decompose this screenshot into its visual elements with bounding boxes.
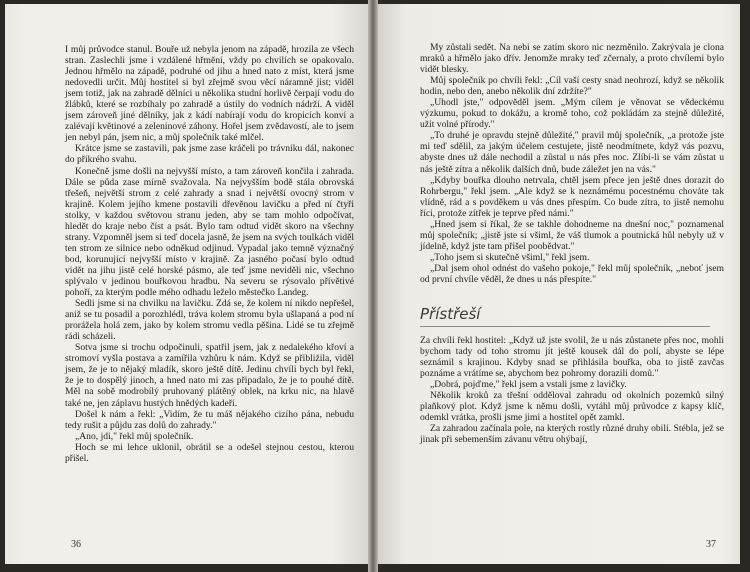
paragraph: Sedli jsme si na chvilku na lavičku. Zdá se, že kolem ní nikdo nepřešel, aniž se tu posadil a porozhlédl, tráva kolem stromu byla ušlapaná a pod ní prorážela holá zem, jako by kolem stromu vedla pěšina. Lidé se tu zřejmě rádi scházeli. bbox=[65, 298, 354, 343]
paragraph: „Kdyby bouřka dlouho netrvala, chtěl jsem přece jen ještě dnes dorazit do Rohrbergu," řekl jsem. „Ale když se k neznámému pocestnému chováte tak vlídně, rád a s povděkem u vás dnes přespím. Co bude zítra, to jistě nemohu říci, protože zítřek je teprve před námi." bbox=[420, 174, 724, 219]
paragraph: „Uhodl jste," odpověděl jsem. „Mým cílem je věnovat se vědeckému výzkumu, pokud to dokážu, a kromě toho, což pokládám za stejně důležité, užít volné přírody." bbox=[420, 97, 724, 131]
left-page bbox=[5, 4, 368, 564]
right-page bbox=[378, 4, 740, 564]
paragraph: Za zahradou začínala pole, na kterých rostly různé druhy obilí. Stébla, jež se jinak při sebemenším závanu větru ohýbají, bbox=[420, 423, 724, 446]
paragraph: Konečně jsme došli na nejvyšší místo, a tam zároveň končila i zahrada. Dále se půda zase mírně svažovala. Na nejvyšším bodě stála obrovská třešeň, největší strom z celé zahrady a snad i největší ovocný strom v krajině. Kolem jejího kmene postavili dřevěnou lavičku a před ní čtyři stolky, v každou světovou stranu jeden, aby se tam mohlo odpočívat, hledět do kraje nebo číst a psát. Bylo tam odtud vidět skoro na všechny strany. Vzpomněl jsem si teď docela jasně, že jsem na svých toulkách viděl ten strom ze silnice nebo odněkud odjinud. Vypadal jako temně význačný bod, korunující nejvyšší místo v krajině. Za jasného počasí bylo odtud vidět na jihu jistě celé horské pásmo, ale teď jsme neviděli nic, všechno splývalo v jedinou bouřkovou hradbu. Na severu se rýsovalo přívětivé pohoří, za kterým podle mého odhadu leželo městečko Landeg. bbox=[65, 165, 354, 299]
paragraph: „Toho jsem si skutečně všiml," řekl jsem. bbox=[430, 251, 590, 263]
chapter-heading: Přístřeší bbox=[420, 305, 710, 327]
paragraph: Došel k nám a řekl: „Vidím, že tu máš nějakého cizího pána, nebudu tedy rušit a půjdu zas dolů do zahrady." bbox=[65, 408, 354, 431]
paragraph: Za chvíli řekl hostitel: „Když už jste svolil, že u nás zůstanete přes noc, mohli bychom tady od toho stromu jít ještě kousek dál do polí, abyste se lépe seznámil s krajinou. Kdyby snad se přihlásila bouřka, oba to jistě zavčas poznáme a vrátíme se, abychom bez pohromy dorazili domů." bbox=[420, 335, 724, 380]
paragraph: Hoch se mi lehce uklonil, obrátil se a odešel stejnou cestou, kterou přišel. bbox=[65, 441, 354, 464]
paragraph: „Dobrá, pojďme," řekl jsem a vstali jsme z lavičky. bbox=[430, 379, 627, 391]
paragraph: „Hned jsem si říkal, že se takhle dohodneme na dnešní noc," poznamenal můj společník; „jistě jste si všiml, že váš tlumok a poutnická hůl nebyly už v jídelně, když jste tam přišel poobědvat." bbox=[420, 218, 724, 252]
paragraph: Krátce jsme se zastavili, pak jsme zase kráčeli po trávníku dál, nakonec do příkrého svahu. bbox=[65, 143, 354, 166]
paragraph: I můj průvodce stanul. Bouře už nebyla jenom na západě, hrozila ze všech stran. Zaslechli jsme i vzdálené hřmění, vždy po chvilích se opakovalo. Jednou hřmělo na západě, podruhé od jihu a hned nato z míst, která jsme nedovedli určit. Můj hostitel si byl zřejmě svou věcí náramně jist; viděl jsem totiž, jak na zahradě dělníci u několika studní horlivě čerpají vodu do žlábků, které se rozbíhaly po zahradě a ústily do vodních nádrží. A viděl jsem zároveň jiné dělníky, jak z kádí nabírají vodu do kropicích konví a zalévají květinové a zeleninové záhony. Hořel jsem zvědavostí, ale to jsem jen nebyl pán, jsem nic, a můj společník také mlčel. bbox=[65, 44, 354, 144]
paragraph: „To druhé je opravdu stejně důležité," pravil můj společník, „a protože jste mi teď sdělil, za jakým účelem cestujete, jistě neodmítnete, když vás pozvu, abyste dnes už dále nechodil a zůstal u nás přes noc. Zlíbí-li se vám zůstat u nás ještě zítra a několik dalších dnů, bude záležet jen na vás." bbox=[420, 130, 724, 175]
paragraph: Sotva jsme si trochu odpočinuli, spatřil jsem, jak z nedalekého křoví a stromoví vyšla postava a zamířila vzhůru k nám. Když se přibližila, viděl jsem, že je to nějaký mladík, skoro ještě dítě. Jedinu chvíli bych byl řekl, že je to dospělý jinoch, a hned nato mi zas připadalo, že je to pouhé dítě. Měl na sobě modrobílý pruhovaný plátěný oblek, na krku nic, na hlavě také ne, jen záplavu hustých hnědých kadeří. bbox=[65, 342, 354, 409]
left-page-text bbox=[65, 44, 354, 464]
page-number: 36 bbox=[71, 539, 81, 550]
paragraph: „Ano, jdi," řekl můj společník. bbox=[75, 430, 194, 442]
book-gutter bbox=[368, 0, 378, 572]
paragraph: „Dal jsem ohol odnést do vašeho pokoje," řekl můj společník, „neboť jsem od první chvíle věděl, že dnes u nás přespíte." bbox=[420, 262, 724, 285]
page-number: 37 bbox=[706, 539, 716, 550]
paragraph: Několik kroků za třešní odděloval zahradu od okolních pozemků silný plaňkový plot. Když jsme k němu došli, vytáhl můj průvodce z kapsy klíč, odemkl vrátka, prošli jsme jimi a hostitel opět zamkl. bbox=[420, 390, 724, 424]
paragraph: My zůstali sedět. Na nebi se zatím skoro nic nezměnilo. Zakrývala je clona mraků a hřmělo jako dřív. Jenomže mraky teď zčernaly, a proto chvílemi bylo vidět blesky. bbox=[420, 42, 724, 76]
paragraph: Můj společník po chvíli řekl: „Cíl vaší cesty snad neohrozí, když se několik hodin, nebo den, anebo několik dní zdržíte?" bbox=[420, 75, 724, 98]
right-page-text bbox=[420, 42, 724, 446]
